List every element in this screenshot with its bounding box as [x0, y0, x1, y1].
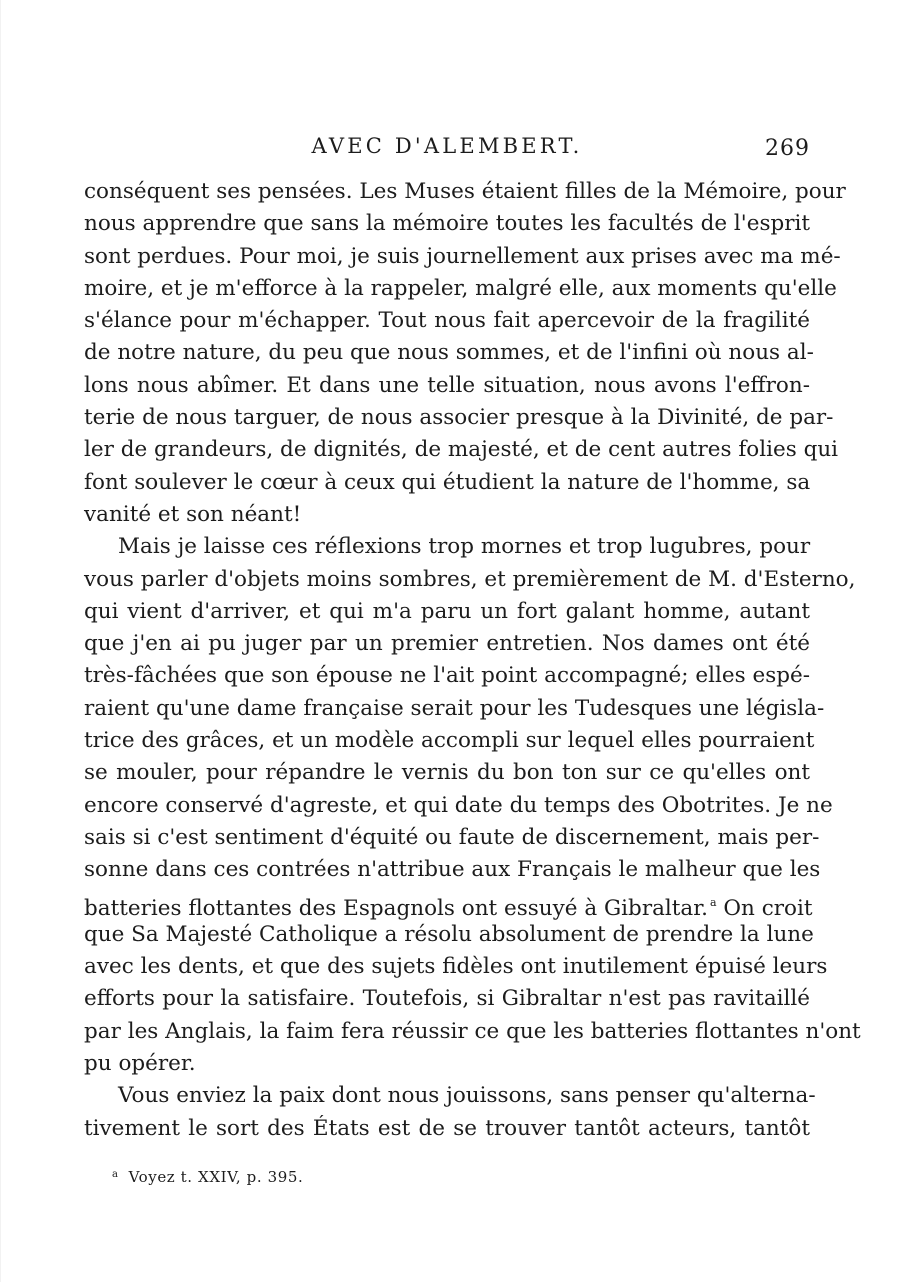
text-line: Vous enviez la paix dont nous jouissons, sans penser qu'alterna- [118, 1083, 816, 1109]
footnote [112, 1168, 303, 1186]
text-line: sais si c'est sentiment d'équité ou faute de discernement, mais per- [84, 824, 820, 850]
text-line: très-fâchées que son épouse ne l'ait point accompagné; elles espé- [84, 663, 810, 689]
running-title: AVEC D'ALEMBERT. [311, 134, 583, 158]
page-number: 269 [765, 136, 810, 161]
text-line: sonne dans ces contrées n'attribue aux Français le malheur que les [84, 857, 821, 883]
text-line: trice des grâces, et un modèle accompli sur lequel elles pourraient [84, 728, 815, 754]
text-line: sont perdues. Pour moi, je suis journellement aux prises avec ma mé- [84, 243, 841, 269]
text-line: ler de grandeurs, de dignités, de majesté, et de cent autres folies qui [84, 437, 839, 463]
text-line: vanité et son néant! [84, 501, 302, 527]
text-line: moire, et je m'efforce à la rappeler, malgré elle, aux moments qu'elle [84, 275, 837, 301]
footnote-text: Voyez t. XXIV, p. 395. [128, 1168, 304, 1186]
text-line: nous apprendre que sans la mémoire toutes les facultés de l'esprit [84, 211, 811, 237]
body-text [84, 176, 861, 1145]
text-line: Mais je laisse ces réflexions trop mornes et trop lugubres, pour [118, 534, 811, 560]
text-line: conséquent ses pensées. Les Muses étaient filles de la Mémoire, pour [84, 179, 846, 204]
text-fragment: batteries flottantes des Espagnols ont essuyé à Gibraltar. [84, 895, 709, 921]
text-line: s'élance pour m'échapper. Tout nous fait apercevoir de la fragilité [84, 308, 810, 334]
text-line: se mouler, pour répandre le vernis du bon ton sur ce qu'elles ont [84, 760, 810, 786]
text-line: pu opérer. [84, 1051, 196, 1077]
text-line-with-note [84, 887, 813, 921]
footnote-reference: a [710, 895, 717, 909]
text-line: terie de nous targuer, de nous associer presque à la Divinité, de par- [84, 405, 834, 431]
text-line: qui vient d'arriver, et qui m'a paru un fort galant homme, autant [84, 598, 810, 624]
text-line: efforts pour la satisfaire. Toutefois, si Gibraltar n'est pas ravitaillé [84, 986, 810, 1012]
running-head [84, 130, 810, 164]
text-line: raient qu'une dame française serait pour les Tudesques une législa- [84, 695, 825, 721]
footnote-mark: a [112, 1169, 119, 1180]
text-line: de notre nature, du peu que nous sommes, et de l'infini où nous al- [84, 340, 814, 366]
page-edge [0, 0, 1, 1282]
text-line: tivement le sort des États est de se trouver tantôt acteurs, tantôt [84, 1115, 810, 1141]
text-line: que Sa Majesté Catholique a résolu absolument de prendre la lune [84, 921, 814, 947]
text-fragment: On croit [723, 895, 813, 921]
paragraph-1 [84, 176, 846, 531]
paragraph-2 [84, 531, 861, 1080]
text-line: par les Anglais, la faim fera réussir ce que les batteries flottantes n'ont [84, 1018, 861, 1044]
text-line: avec les dents, et que des sujets fidèles ont inutilement épuisé leurs [84, 954, 828, 980]
paragraph-3 [84, 1080, 816, 1145]
text-line: vous parler d'objets moins sombres, et premièrement de M. d'Esterno, [84, 566, 856, 592]
text-line: lons nous abîmer. Et dans une telle situation, nous avons l'effron- [84, 372, 810, 398]
text-line: font soulever le cœur à ceux qui étudient la nature de l'homme, sa [84, 469, 811, 495]
text-line: que j'en ai pu juger par un premier entretien. Nos dames ont été [84, 631, 810, 657]
text-line: encore conservé d'agreste, et qui date du temps des Obotrites. Je ne [84, 792, 833, 818]
